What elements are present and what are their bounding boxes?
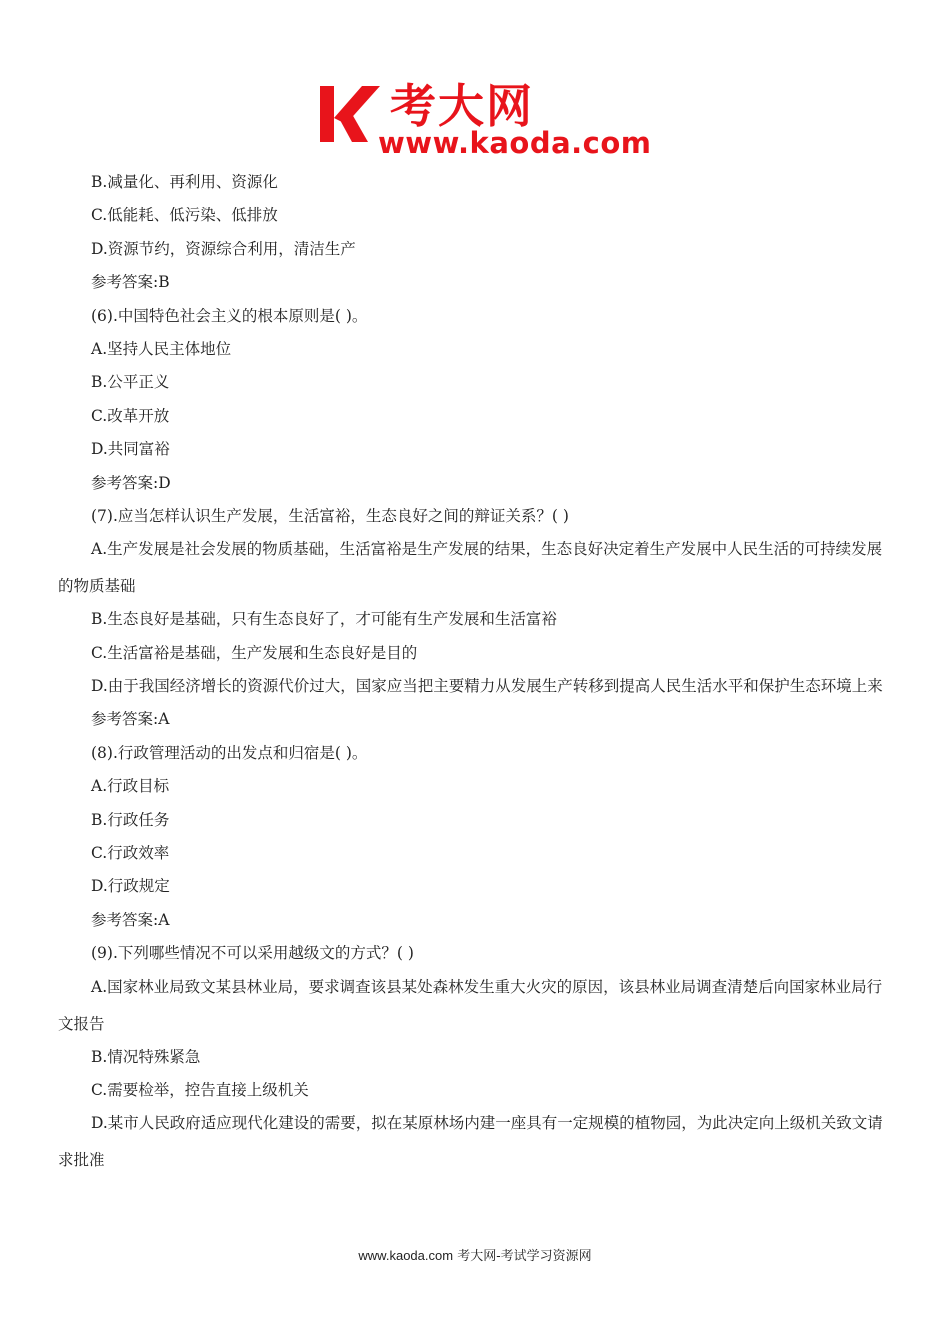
q9-option-c: C.需要检举，控告直接上级机关 [91, 1080, 309, 1099]
document-body [58, 166, 894, 1177]
q8-option-a: A.行政目标 [91, 777, 170, 796]
q8-option-c: C.行政效率 [91, 843, 170, 862]
page-footer [0, 1246, 950, 1267]
q8-option-b: B.行政任务 [91, 810, 170, 829]
q9-option-b: B.情况特殊紧急 [91, 1047, 201, 1066]
q5-option-c: C.低能耗、低污染、低排放 [91, 206, 278, 225]
q5-option-d: D.资源节约，资源综合利用，清洁生产 [91, 239, 356, 258]
q7-option-a: A.生产发展是社会发展的物质基础，生活富裕是生产发展的结果，生态良好决定着生产发展中人民生活的可持续发展的物质基础 [58, 540, 883, 596]
logo-url: www.kaoda.com [378, 126, 652, 160]
q8-answer: 参考答案:A [91, 910, 170, 929]
footer-text: 考大网-考试学习资源网 [453, 1249, 592, 1264]
q8-option-d: D.行政规定 [91, 877, 170, 896]
q9-option-a: A.国家林业局致文某县林业局，要求调查该县某处森林发生重大火灾的原因，该县林业局调查清楚后向国家林业局行文报告 [58, 977, 883, 1033]
q5-answer: 参考答案:B [91, 273, 170, 292]
q6-option-b: B.公平正义 [91, 373, 170, 392]
q7-question: (7).应当怎样认识生产发展，生活富裕，生态良好之间的辩证关系？( ) [91, 507, 569, 526]
q6-option-d: D.共同富裕 [91, 440, 170, 459]
q8-question: (8).行政管理活动的出发点和归宿是( )。 [91, 743, 368, 762]
q6-option-c: C.改革开放 [91, 406, 170, 425]
logo-chinese-name: 考大网 [390, 79, 534, 133]
q5-option-b: B.减量化、再利用、资源化 [91, 173, 278, 191]
kaoda-logo [318, 79, 652, 160]
q9-question: (9).下列哪些情况不可以采用越级文的方式？( ) [91, 944, 414, 963]
q7-option-b: B.生态良好是基础，只有生态良好了，才可能有生产发展和生活富裕 [91, 610, 557, 629]
q6-answer: 参考答案:D [91, 473, 171, 492]
k-logo-icon [318, 80, 382, 150]
q6-option-a: A.坚持人民主体地位 [91, 340, 232, 359]
q7-option-d: D.由于我国经济增长的资源代价过大，国家应当把主要精力从发展生产转移到提高人民生活水平和保护生态环境上来 [91, 677, 883, 696]
q6-question: (6).中国特色社会主义的根本原则是( )。 [91, 306, 368, 325]
q7-option-c: C.生活富裕是基础，生产发展和生态良好是目的 [91, 643, 418, 662]
q9-option-d: D.某市人民政府适应现代化建设的需要，拟在某原林场内建一座具有一定规模的植物园，为此决定向上级机关致文请求批准 [58, 1114, 883, 1170]
q7-answer: 参考答案:A [91, 710, 170, 729]
footer-url[interactable]: www.kaoda.com [358, 1248, 454, 1263]
